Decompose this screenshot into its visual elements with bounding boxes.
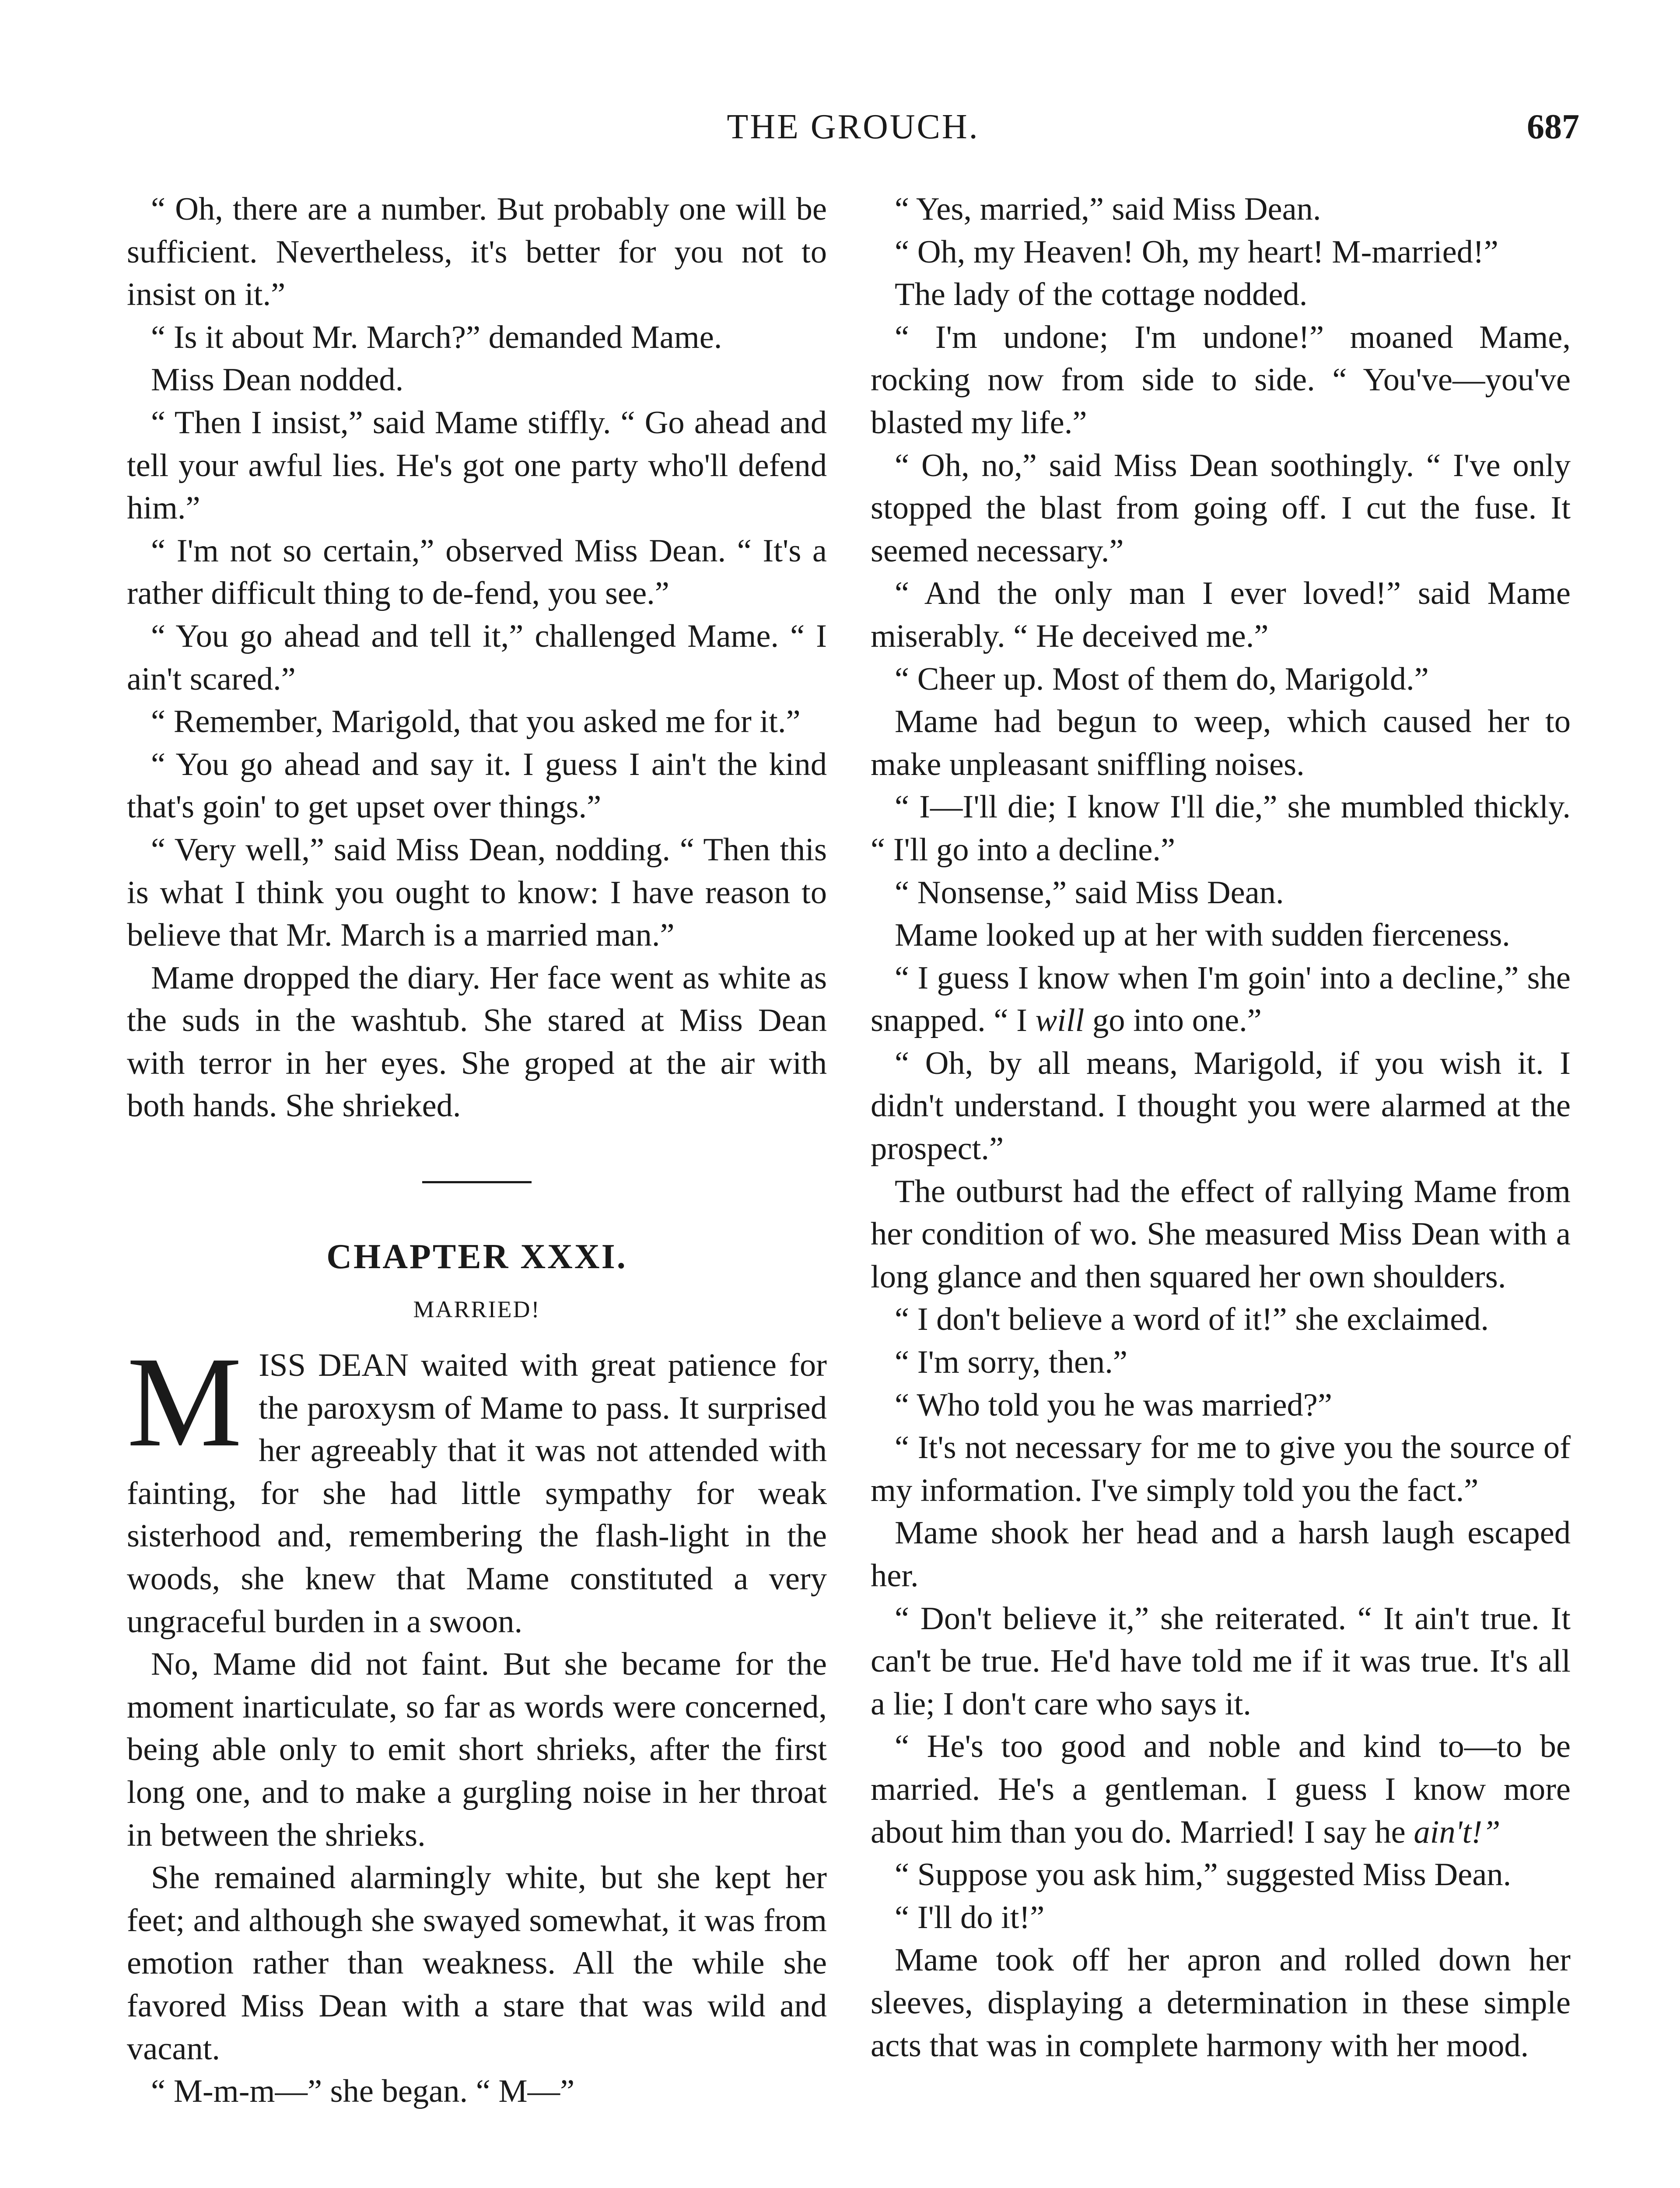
paragraph: Mame took off her apron and rolled down her sleeves, displaying a determination in these simple acts that was in complete harmony with her mood. [871, 1942, 1571, 2064]
paragraph: “ Oh, no,” said Miss Dean soothingly. “ I've only stopped the blast from going off. I cut the fuse. It seemed necessary.” [871, 447, 1571, 569]
paragraph: “ I—I'll die; I know I'll die,” she mumbled thickly. “ I'll go into a decline.” [871, 789, 1571, 868]
paragraph: Mame had begun to weep, which caused her to make unpleasant sniffling noises. [871, 704, 1571, 782]
paragraph: “ I'm sorry, then.” [895, 1344, 1127, 1381]
paragraph: “ Then I insist,” said Mame stiffly. “ Go ahead and tell your awful lies. He's got one party who'll defend him.” [127, 404, 827, 526]
paragraph: “ Oh, there are a number. But probably one will be sufficient. Nevertheless, it's better for you not to insist on it.” [127, 191, 827, 313]
paragraph: She remained alarmingly white, but she kept her feet; and although she swayed somewhat, it was from emotion rather than weakness. All the while she favored Miss Dean with a stare that was wild and vacant. [127, 1860, 827, 2067]
right-column [871, 188, 1571, 2067]
paragraph [871, 957, 1571, 1042]
paragraph: “ I'm undone; I'm undone!” moaned Mame, rocking now from side to side. “ You've—you've blasted my life.” [871, 319, 1571, 441]
page-number: 687 [1527, 108, 1579, 146]
emphasis-text: ain't!” [1414, 1814, 1501, 1850]
paragraph: “ Suppose you ask him,” suggested Miss Dean. [895, 1857, 1512, 1893]
paragraph: “ Nonsense,” said Miss Dean. [895, 874, 1284, 911]
paragraph: No, Mame did not faint. But she became for the moment inarticulate, so far as words were concerned, being able only to emit short shrieks, after the first long one, and to make a gurgling noise in her throat in between the shrieks. [127, 1646, 827, 1853]
paragraph: “ You go ahead and tell it,” challenged Mame. “ I ain't scared.” [127, 618, 827, 697]
chapter-first-paragraph [127, 1330, 827, 1643]
paragraph-text: “ He's too good and noble and kind to—to be married. He's a gentleman. I guess I know more about him than you do. Married! I say he [871, 1729, 1571, 1850]
paragraph: “ Oh, by all means, Marigold, if you wish it. I didn't understand. I thought you were alarmed at the prospect.” [871, 1045, 1571, 1167]
first-paragraph-text: ISS DEAN waited with great patience for the paroxysm of Mame to pass. It surprised her agreeably that it was not attended with fainting, for she had little sympathy for weak sisterhood and, remembering the flash-light in the woods, she knew that Mame constituted a very ungraceful burden in a swoon. [127, 1347, 827, 1640]
right-column-paragraphs-end [871, 1854, 1571, 2067]
paragraph: “ Yes, married,” said Miss Dean. [895, 191, 1321, 227]
emphasis-text: will [1035, 1003, 1085, 1039]
left-column-paragraphs [127, 188, 827, 1128]
paragraph: Mame dropped the diary. Her face went as white as the suds in the washtub. She stared at Miss Dean with terror in her eyes. She groped at the air with both hands. She shrieked. [127, 960, 827, 1124]
chapter-subtitle: MARRIED! [413, 1296, 541, 1323]
paragraph: “ Very well,” said Miss Dean, nodding. “ Then this is what I think you ought to know: I have reason to believe that Mr. March is a married man.” [127, 831, 827, 954]
paragraph: “ I don't believe a word of it!” she exclaimed. [895, 1301, 1489, 1338]
left-column [127, 188, 827, 2113]
page-header [127, 101, 1579, 153]
paragraph: “ It's not necessary for me to give you the source of my information. I've simply told you the fact.” [871, 1430, 1571, 1508]
paragraph: “ Oh, my Heaven! Oh, my heart! M-married!” [895, 234, 1498, 270]
paragraph: Mame looked up at her with sudden fierceness. [895, 917, 1510, 954]
paragraph: “ Who told you he was married?” [895, 1387, 1332, 1423]
chapter-title: CHAPTER XXXI. [326, 1238, 627, 1276]
paragraph: “ Cheer up. Most of them do, Marigold.” [895, 661, 1429, 697]
drop-cap: M [127, 1330, 242, 1474]
paragraph-text: go into one.” [1084, 1003, 1262, 1039]
paragraph: “ Is it about Mr. March?” demanded Mame. [151, 319, 722, 355]
running-title: THE GROUCH. [727, 108, 980, 146]
paragraph: The lady of the cottage nodded. [895, 277, 1308, 313]
paragraph: “ Don't believe it,” she reiterated. “ It ain't true. It can't be true. He'd have told me if it was true. It's all a lie; I don't care who says it. [871, 1600, 1571, 1722]
paragraph: Mame shook her head and a harsh laugh escaped her. [871, 1515, 1571, 1594]
paragraph: “ Remember, Marigold, that you asked me for it.” [151, 704, 801, 740]
section-divider-rule [422, 1181, 532, 1183]
paragraph: “ I'll do it!” [895, 1899, 1045, 1936]
left-column-paragraphs-after [127, 1643, 827, 2113]
paragraph: The outburst had the effect of rallying Mame from her condition of wo. She measured Miss Dean with a long glance and then squared her own shoulders. [871, 1173, 1571, 1295]
paragraph: “ M-m-m—” she began. “ M—” [151, 2073, 575, 2110]
paragraph: “ You go ahead and say it. I guess I ain't the kind that's goin' to get upset over things.” [127, 746, 827, 825]
paragraph: “ And the only man I ever loved!” said Mame miserably. “ He deceived me.” [871, 575, 1571, 654]
paragraph: “ I'm not so certain,” observed Miss Dean. “ It's a rather difficult thing to de-fend, you see.” [127, 533, 827, 612]
paragraph [871, 1725, 1571, 1854]
paragraph: Miss Dean nodded. [151, 362, 404, 398]
paragraph-text: “ I guess I know when I'm goin' into a decline,” she snapped. “ I [871, 960, 1571, 1039]
right-column-paragraphs [871, 188, 1571, 957]
right-column-paragraphs-mid [871, 1042, 1571, 1726]
